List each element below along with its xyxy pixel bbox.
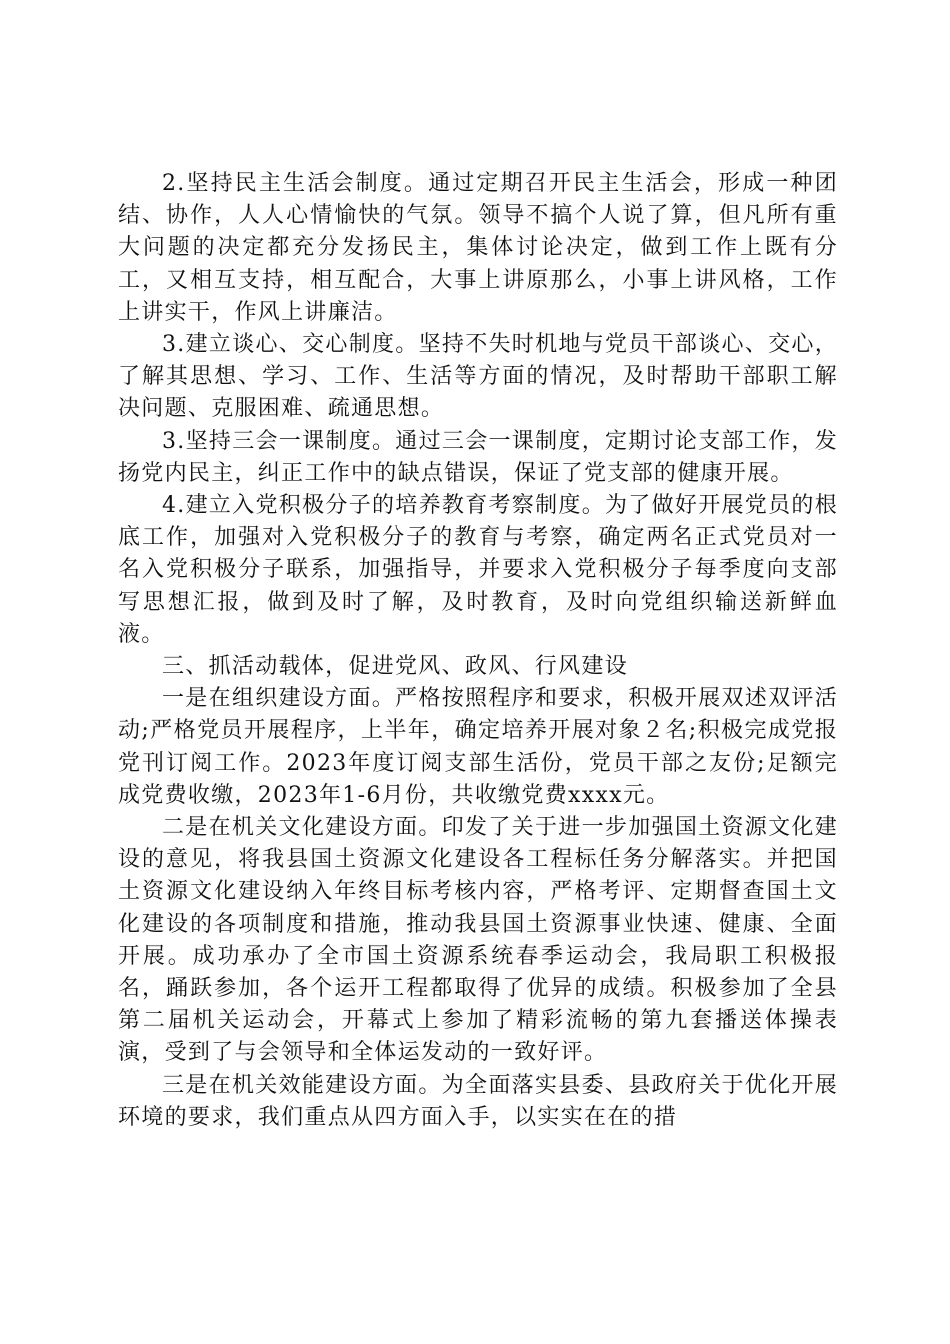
paragraph-organ-efficiency-building: 三是在机关效能建设方面。为全面落实县委、县政府关于优化开展环境的要求，我们重点从四方面入手，以实实在在的措 — [118, 1072, 838, 1130]
paragraph-democratic-life-meeting: 2.坚持民主生活会制度。通过定期召开民主生活会，形成一种团结、协作，人人心情愉快的气氛。领导不搞个人说了算，但凡所有重大问题的决定都充分发扬民主，集体讨论决定，做到工作上既有分工，又相互支持，相互配合，大事上讲原那么，小事上讲风格，工作上讲实干，作风上讲廉洁。 — [118, 171, 838, 325]
section-heading-activity-carriers: 三、抓活动载体，促进党风、政风、行风建设 — [162, 654, 629, 680]
paragraph-organization-building: 一是在组织建设方面。严格按照程序和要求，积极开展双述双评活动;严格党员开展程序，上半年，确定培养开展对象２名;积极完成党报党刊订阅工作。2023年度订阅支部生活份，党员干部之友份;足额完成党费收缴，2023年1-6月份，共收缴党费xxxx元。 — [118, 686, 838, 808]
paragraph-heart-to-heart-talks: 3.建立谈心、交心制度。坚持不失时机地与党员干部谈心、交心，了解其思想、学习、工作、生活等方面的情况，及时帮助干部职工解决问题、克服困难、疏通思想。 — [118, 332, 838, 422]
paragraph-organ-culture-building: 二是在机关文化建设方面。印发了关于进一步加强国土资源文化建设的意见，将我县国土资源文化建设各工程标任务分解落实。并把国土资源文化建设纳入年终目标考核内容，严格考评、定期督查国土文化建设的各项制度和措施，推动我县国土资源事业快速、健康、全面开展。成功承办了全市国土资源系统春季运动会，我局职工积极报名，踊跃参加，各个运开工程都取得了优异的成绩。积极参加了全县第二届机关运动会，开幕式上参加了精彩流畅的第九套播送体操表演，受到了与会领导和全体运发动的一致好评。 — [118, 815, 838, 1066]
document-body — [118, 168, 838, 1134]
paragraph-three-meetings-one-lesson: 3.坚持三会一课制度。通过三会一课制度，定期讨论支部工作，发扬党内民主，纠正工作中的缺点错误，保证了党支部的健康开展。 — [118, 428, 838, 486]
paragraph-party-activist-training: 4.建立入党积极分子的培养教育考察制度。为了做好开展党员的根底工作，加强对入党积极分子的教育与考察，确定两名正式党员对一名入党积极分子联系，加强指导，并要求入党积极分子每季度向支部写思想汇报，做到及时了解，及时教育，及时向党组织输送新鲜血液。 — [118, 493, 838, 647]
